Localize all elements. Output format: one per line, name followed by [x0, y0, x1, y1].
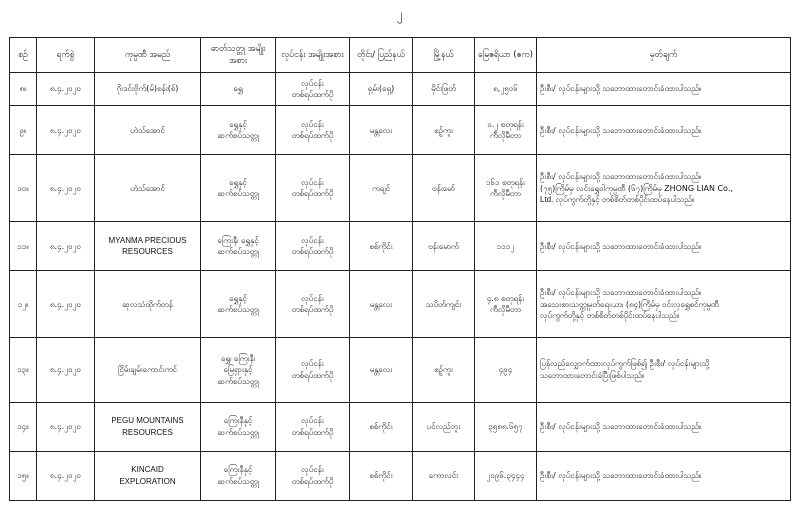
cell-area-line: ကီလိုမီတာ: [490, 189, 521, 199]
cell-area-line: ၃၅၈၈.၆၅၇: [488, 422, 523, 432]
cell-work-type: [276, 402, 350, 451]
cell-township: စဉ့်ကူး: [413, 106, 475, 155]
cell-company: [95, 222, 201, 271]
header-no: စဉ်: [10, 38, 37, 73]
cell-work-type-line: လုပ်ငန်း: [301, 235, 324, 245]
cell-no: ၈။: [10, 73, 37, 106]
cell-company: [95, 271, 201, 338]
cell-mineral-line: မြေရှားနှင့်: [223, 365, 253, 375]
cell-mineral-line: ဆက်စပ်သတ္တု: [217, 189, 259, 199]
cell-area: [475, 402, 537, 451]
cell-township: ပင်လည်ဘူး: [413, 402, 475, 451]
cell-remarks-line: ဦးစီး/ လုပ်ငန်းများသို့ သဘောထားတောင်းခံထားပါသည်။: [540, 471, 702, 481]
cell-remarks: [537, 155, 791, 222]
cell-area-line: ၁၆၁ စတုရန်း: [485, 177, 526, 187]
cell-work-type-line: တစ်ရပ်ထက်ပို: [291, 131, 334, 141]
cell-mineral: [201, 271, 276, 338]
cell-company-line: ဂိုးဒင်းဗိုက်(မ်)စန်း(စ်): [116, 84, 179, 94]
cell-area-line: ၁၁၁၂: [496, 241, 515, 251]
header-region: တိုင်း/ ပြည်နယ်: [350, 38, 413, 73]
cell-no: ၁၄။: [10, 402, 37, 451]
cell-area-line: ကီလိုမီတာ: [490, 131, 521, 141]
cell-mineral: [201, 73, 276, 106]
cell-remarks-line: လုပ်ကွက်တို့နှင့် တစ်စိတ်တစ်ပိုင်းထပ်နေပါသည်။: [540, 311, 680, 321]
cell-mineral-line: ကြေးနီနှင့်: [223, 416, 253, 426]
cell-work-type-line: တစ်ရပ်ထက်ပို: [291, 305, 334, 315]
cell-area: [475, 106, 537, 155]
table-row: [10, 271, 791, 338]
table-row: [10, 73, 791, 106]
cell-mineral: [201, 402, 276, 451]
cell-remarks: [537, 451, 791, 500]
cell-remarks: [537, 222, 791, 271]
cell-work-type-line: တစ်ရပ်ထက်ပို: [291, 189, 334, 199]
cell-remarks-line: Ltd. လုပ်ကွက်တို့နှင့် တစ်စိတ်တစ်ပိုင်းထပ်နေပါသည်။: [540, 195, 695, 205]
cell-mineral-line: ရွှေ၊ ကြေးနီ၊: [220, 353, 255, 363]
cell-no: ၁၀။: [10, 155, 37, 222]
header-company: ကုမ္ပဏီ အမည်: [95, 38, 201, 73]
cell-remarks-line: (၇၅)ကြိမ်မှ လင်းရွှေဝါကုမ္ပဏီ (၆၇)ကြိမ်မှ ZHONG LIAN Co.,: [540, 183, 733, 193]
table-row: [10, 338, 791, 403]
cell-company-line: MYANMA PRECIOUS: [108, 235, 187, 245]
cell-region: မန္တလေး: [350, 106, 413, 155]
cell-remarks-line: ဦးစီး/ လုပ်ငန်းများသို့ သဘောထားတောင်းခံထားပါသည်။: [540, 287, 702, 297]
cell-company-line: ဆုလသံထိုက်တန်: [122, 299, 173, 309]
cell-mineral-line: ရွှေနှင့်: [229, 293, 247, 303]
cell-work-type: [276, 271, 350, 338]
header-mineral: ဓာတ်သတ္တု အမျိုးအစား: [201, 38, 276, 73]
cell-area-line: ကီလိုမီတာ: [490, 305, 521, 315]
cell-region: မန္တလေး: [350, 271, 413, 338]
cell-township: ဗန်းမော်: [413, 155, 475, 222]
cell-date: ၈.၄.၂၀၂၀: [37, 402, 95, 451]
cell-mineral-line: ကြေးနီနှင့်: [223, 465, 253, 475]
cell-remarks: [537, 73, 791, 106]
cell-no: ၉။: [10, 106, 37, 155]
cell-area-line: ၀.၂ စတုရန်း: [487, 119, 524, 129]
cell-mineral: [201, 155, 276, 222]
cell-work-type-line: တစ်ရပ်ထက်ပို: [291, 427, 334, 437]
cell-region: မန္တလေး: [350, 338, 413, 403]
cell-mineral: [201, 222, 276, 271]
cell-work-type: [276, 451, 350, 500]
cell-company-line: KINCAID: [131, 465, 164, 475]
cell-area-line: ၈,၂၅၀၆: [493, 84, 518, 94]
cell-remarks-line: ပြန်လည်လျှောက်ထားလုပ်ကွက်ဖြစ်၍ ဦးစီး/ လုပ်ငန်းများသို့: [540, 359, 710, 369]
cell-no: ၁၁။: [10, 222, 37, 271]
table-row: [10, 106, 791, 155]
cell-date: ၈.၄.၂၀၂၀: [37, 338, 95, 403]
cell-region: စစ်ကိုင်း: [350, 451, 413, 500]
cell-date: ၈.၄.၂၀၂၀: [37, 451, 95, 500]
cell-work-type-line: တစ်ရပ်ထက်ပို: [291, 476, 334, 486]
cell-work-type: [276, 73, 350, 106]
header-remarks: မှတ်ချက်: [537, 38, 791, 73]
cell-company-line: ဟဲသ်အောင်: [130, 125, 165, 135]
table-row: [10, 402, 791, 451]
cell-township: ဗန်းမောက်: [413, 222, 475, 271]
cell-township: စဉ့်ကူး: [413, 338, 475, 403]
cell-company: [95, 73, 201, 106]
cell-company-line: PEGU MOUNTAINS: [111, 416, 184, 426]
cell-work-type: [276, 106, 350, 155]
cell-no: ၁၃။: [10, 338, 37, 403]
cell-area: [475, 222, 537, 271]
cell-work-type-line: လုပ်ငန်း: [301, 359, 324, 369]
cell-mineral-line: ရွှေနှင့်: [229, 177, 247, 187]
cell-remarks-line: ဦးစီး/ လုပ်ငန်းများသို့ သဘောထားတောင်းခံထားပါသည်။: [540, 422, 702, 432]
cell-area: [475, 73, 537, 106]
cell-mineral-line: ဆက်စပ်သတ္တု: [217, 305, 259, 315]
cell-work-type-line: လုပ်ငန်း: [301, 293, 324, 303]
cell-company: [95, 155, 201, 222]
cell-mineral-line: ဆက်စပ်သတ္တု: [217, 376, 259, 386]
cell-remarks-line: ဦးစီး/ လုပ်ငန်းများသို့ သဘောထားတောင်းခံထားပါသည်။: [540, 241, 702, 251]
cell-no: ၁၅။: [10, 451, 37, 500]
cell-area-line: ၄၉၄: [498, 365, 513, 375]
cell-company-line: ဟဲသ်အောင်: [130, 183, 165, 193]
cell-region: စစ်ကိုင်း: [350, 222, 413, 271]
cell-region: စစ်ကိုင်း: [350, 402, 413, 451]
cell-township: သပိတ်ကျင်း: [413, 271, 475, 338]
cell-company-line: ငြိမ်းချမ်းကောင်းကင်: [118, 365, 177, 375]
cell-remarks-line: ဦးစီး/ လုပ်ငန်းများသို့ သဘောထားတောင်းခံထားပါသည်။: [540, 172, 702, 182]
cell-company-line: RESOURCES: [122, 427, 173, 437]
cell-mineral-line: ကြေးနီ၊ ရွှေနှင့်: [217, 235, 259, 245]
page-number: ၂: [397, 7, 403, 21]
cell-region: ကချင်: [350, 155, 413, 222]
cell-area: [475, 271, 537, 338]
cell-no: ၁၂။: [10, 271, 37, 338]
cell-date: ၈.၄.၂၀၂၀: [37, 106, 95, 155]
cell-work-type-line: တစ်ရပ်ထက်ပို: [291, 247, 334, 257]
table-header-row: [10, 38, 791, 73]
cell-work-type-line: လုပ်ငန်း: [301, 177, 324, 187]
cell-remarks: [537, 402, 791, 451]
cell-date: ၈.၄.၂၀၂၀: [37, 73, 95, 106]
license-application-table: [9, 37, 791, 501]
cell-mineral-line: ဆက်စပ်သတ္တု: [217, 427, 259, 437]
cell-company-line: RESOURCES: [122, 247, 173, 257]
cell-work-type: [276, 338, 350, 403]
cell-area: [475, 155, 537, 222]
cell-mineral-line: ရွှေနှင့်: [229, 119, 247, 129]
cell-remarks: [537, 271, 791, 338]
table-row: [10, 155, 791, 222]
header-work-type: လုပ်ငန်း အမျိုးအစား: [276, 38, 350, 73]
header-township: မြို့နယ်: [413, 38, 475, 73]
cell-mineral-line: ရွှေ: [233, 84, 243, 94]
cell-mineral-line: ဆက်စပ်သတ္တု: [217, 247, 259, 257]
cell-remarks-line: အသေးစားသတ္တုမှတ်ရေးယာ၊ (၈၄)ကြိမ်မှ ဝင်းလှရွှေစင်ကုမ္ပဏီ: [540, 299, 719, 309]
cell-remarks: [537, 106, 791, 155]
cell-mineral-line: ဆက်စပ်သတ္တု: [217, 131, 259, 141]
cell-mineral: [201, 106, 276, 155]
cell-work-type: [276, 222, 350, 271]
cell-region: ရှမ်း(ရှေ့): [350, 73, 413, 106]
cell-company: [95, 338, 201, 403]
cell-work-type-line: လုပ်ငန်း: [301, 78, 324, 88]
table-body: [10, 73, 791, 501]
cell-work-type: [276, 155, 350, 222]
table-row: [10, 222, 791, 271]
cell-company: [95, 451, 201, 500]
table-row: [10, 451, 791, 500]
header-date: ရက်စွဲ: [37, 38, 95, 73]
cell-company: [95, 402, 201, 451]
cell-work-type-line: တစ်ရပ်ထက်ပို: [291, 90, 334, 100]
cell-date: ၈.၄.၂၀၂၀: [37, 222, 95, 271]
cell-remarks-line: သဘောထားတောင်းခံပြီးဖြစ်ပါသည်။: [540, 371, 645, 381]
header-area: မြေဧရိယာ (ဧက): [475, 38, 537, 73]
cell-work-type-line: လုပ်ငန်း: [301, 465, 324, 475]
cell-remarks-line: ဦးစီး/ လုပ်ငန်းများသို့ သဘောထားတောင်းခံထားပါသည်။: [540, 125, 702, 135]
cell-company-line: EXPLORATION: [119, 476, 176, 486]
cell-area: [475, 338, 537, 403]
cell-mineral: [201, 451, 276, 500]
cell-date: ၈.၄.၂၀၂၀: [37, 155, 95, 222]
cell-remarks: [537, 338, 791, 403]
cell-township: မိုင်းဖြတ်: [413, 73, 475, 106]
cell-mineral-line: ဆက်စပ်သတ္တု: [217, 476, 259, 486]
cell-area: [475, 451, 537, 500]
cell-work-type-line: တစ်ရပ်ထက်ပို: [291, 371, 334, 381]
cell-company: [95, 106, 201, 155]
cell-area-line: ၂၀၉၆.၃၄၄၄: [486, 471, 525, 481]
cell-work-type-line: လုပ်ငန်း: [301, 119, 324, 129]
cell-area-line: ၄.၈ စတုရန်း: [486, 293, 525, 303]
cell-work-type-line: လုပ်ငန်း: [301, 416, 324, 426]
cell-date: ၈.၄.၂၀၂၀: [37, 271, 95, 338]
cell-remarks-line: ဦးစီး/ လုပ်ငန်းများသို့ သဘောထားတောင်းခံထားပါသည်။: [540, 84, 702, 94]
cell-mineral: [201, 338, 276, 403]
cell-township: ကောလင်း: [413, 451, 475, 500]
